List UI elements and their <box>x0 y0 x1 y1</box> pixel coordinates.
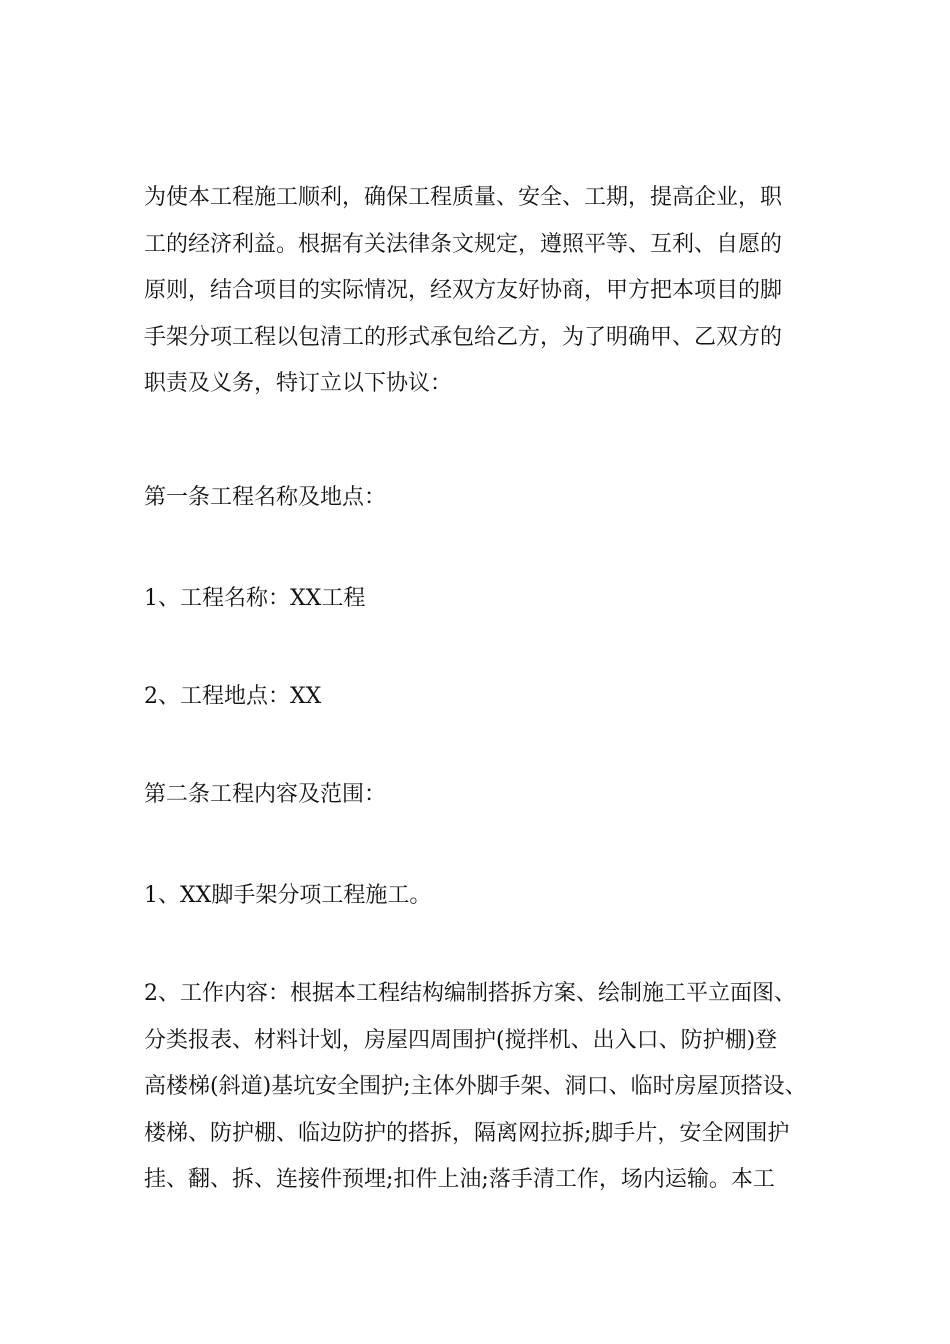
intro-line: 原则，结合项目的实际情况，经双方友好协商，甲方把本项目的脚 <box>144 278 783 303</box>
article1-item-project-name: 1、工程名称：XX工程 <box>144 586 366 611</box>
work-content-line: 分类报表、材料计划，房屋四周围护(搅拌机、出入口、防护棚)登 <box>144 1027 778 1053</box>
work-content-line: 挂、翻、拆、连接件预埋;扣件上油;落手清工作，场内运输。本工 <box>144 1167 775 1192</box>
work-content-line: 高楼梯(斜道)基坑安全围护;主体外脚手架、洞口、临时房屋顶搭设、 <box>144 1074 807 1099</box>
work-content-line: 2、工作内容：根据本工程结构编制搭拆方案、绘制施工平立面图、 <box>144 981 796 1006</box>
work-content-line: 楼梯、防护棚、临边防护的搭拆，隔离网拉拆;脚手片，安全网围护 <box>144 1120 790 1146</box>
intro-line: 手架分项工程以包清工的形式承包给乙方，为了明确甲、乙双方的 <box>144 324 783 350</box>
intro-paragraph <box>144 175 824 408</box>
article1-heading: 第一条工程名称及地点： <box>144 485 387 510</box>
intro-line: 工的经济利益。根据有关法律条文规定，遵照平等、互利、自愿的 <box>144 231 783 257</box>
intro-line: 为使本工程施工顺利，确保工程质量、安全、工期，提高企业，职 <box>144 185 783 210</box>
article1-item-project-location: 2、工程地点：XX <box>144 684 322 709</box>
article2-item-work-content <box>144 971 824 1204</box>
article2-item-scaffold-works: 1、XX脚手架分项工程施工。 <box>144 883 432 908</box>
intro-line: 职责及义务，特订立以下协议： <box>144 371 453 396</box>
article2-heading: 第二条工程内容及范围： <box>144 782 387 807</box>
